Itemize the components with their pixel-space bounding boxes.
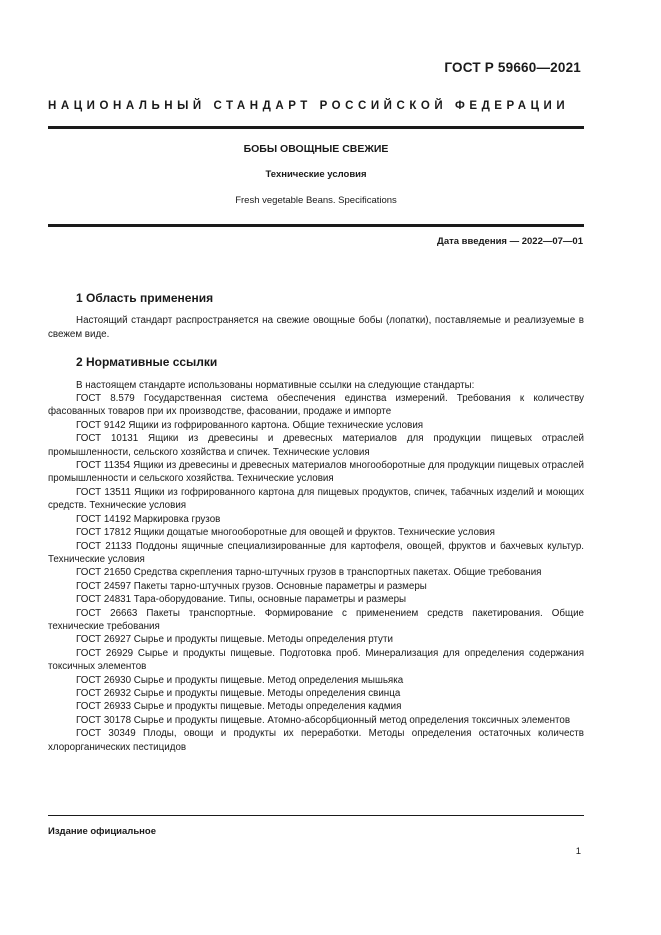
document-title: БОБЫ ОВОЩНЫЕ СВЕЖИЕ	[243, 143, 389, 155]
section-2-heading: 2 Нормативные ссылки	[76, 355, 218, 370]
document-subtitle: Технические условия	[265, 169, 367, 180]
main-content	[48, 292, 584, 754]
reference-item: ГОСТ 30178 Сырье и продукты пищевые. Атомно-абсорбционный метод определения токсичных элементов	[76, 714, 571, 726]
reference-item: ГОСТ 10131 Ящики из древесины и древесных материалов для продукции пищевых отраслей промышленности, сельского хозяйства и спичек. Технические условия	[48, 433, 584, 458]
reference-item: ГОСТ 13511 Ящики из гофрированного картона для пищевых продуктов, спичек, табачных изделий и моющих средств. Технические условия	[48, 486, 584, 512]
reference-item: ГОСТ 24831 Тара-оборудование. Типы, основные параметры и размеры	[76, 594, 407, 606]
section-2-intro: В настоящем стандарте использованы нормативные ссылки на следующие стандарты:	[76, 379, 475, 391]
reference-item: ГОСТ 14192 Маркировка грузов	[76, 513, 221, 525]
section-1-text: Настоящий стандарт распространяется на свежие овощные бобы (лопатки), поставляемые и реализуемые в свежем виде.	[48, 315, 584, 340]
standard-number: ГОСТ Р 59660—2021	[444, 60, 581, 75]
reference-item: ГОСТ 26930 Сырье и продукты пищевые. Метод определения мышьяка	[76, 674, 404, 686]
national-standard-title: НАЦИОНАЛЬНЫЙ СТАНДАРТ РОССИЙСКОЙ ФЕДЕРАЦИИ	[48, 100, 570, 112]
official-edition-label: Издание официальное	[48, 826, 156, 837]
reference-item: ГОСТ 24597 Пакеты тарно-штучных грузов. Основные параметры и размеры	[76, 580, 427, 592]
reference-item: ГОСТ 30349 Плоды, овощи и продукты их переработки. Методы определения остаточных количеств хлорорганических пестицидов	[48, 728, 584, 753]
reference-item: ГОСТ 26929 Сырье и продукты пищевые. Подготовка проб. Минерализация для определения содержания токсичных элементов	[48, 647, 584, 673]
top-rule	[48, 126, 584, 129]
reference-item: ГОСТ 21133 Поддоны ящичные специализированные для картофеля, овощей, фруктов и бахчевых культур. Технические условия	[48, 540, 584, 565]
reference-item: ГОСТ 26927 Сырье и продукты пищевые. Методы определения ртути	[76, 634, 393, 646]
section-1-heading: 1 Область применения	[76, 291, 214, 305]
date-introduced: Дата введения — 2022—07—01	[437, 236, 583, 247]
reference-item: ГОСТ 17812 Ящики дощатые многооборотные для овощей и фруктов. Технические условия	[76, 527, 495, 539]
reference-item: ГОСТ 26663 Пакеты транспортные. Формирование с применением средств пакетирования. Общие технические требования	[48, 607, 584, 632]
reference-item: ГОСТ 26932 Сырье и продукты пищевые. Методы определения свинца	[76, 687, 401, 699]
reference-item: ГОСТ 21650 Средства скрепления тарно-штучных грузов в транспортных пакетах. Общие требования	[76, 567, 542, 579]
footer-rule	[48, 815, 584, 816]
page-number: 1	[575, 846, 581, 857]
reference-item: ГОСТ 11354 Ящики из древесины и древесных материалов многооборотные для продукции пищевых отраслей промышленности и сельского хозяйства. Технические условия	[48, 460, 584, 485]
reference-item: ГОСТ 26933 Сырье и продукты пищевые. Методы определения кадмия	[76, 701, 402, 713]
reference-item: ГОСТ 9142 Ящики из гофрированного картона. Общие технические условия	[76, 419, 424, 431]
normative-references-list	[48, 392, 584, 754]
reference-item: ГОСТ 8.579 Государственная система обеспечения единства измерений. Требования к количеству фасованных товаров при их производстве, фасовании, продаже и импорте	[48, 393, 584, 418]
english-title: Fresh vegetable Beans. Specifications	[235, 195, 397, 206]
bottom-rule	[48, 224, 584, 227]
